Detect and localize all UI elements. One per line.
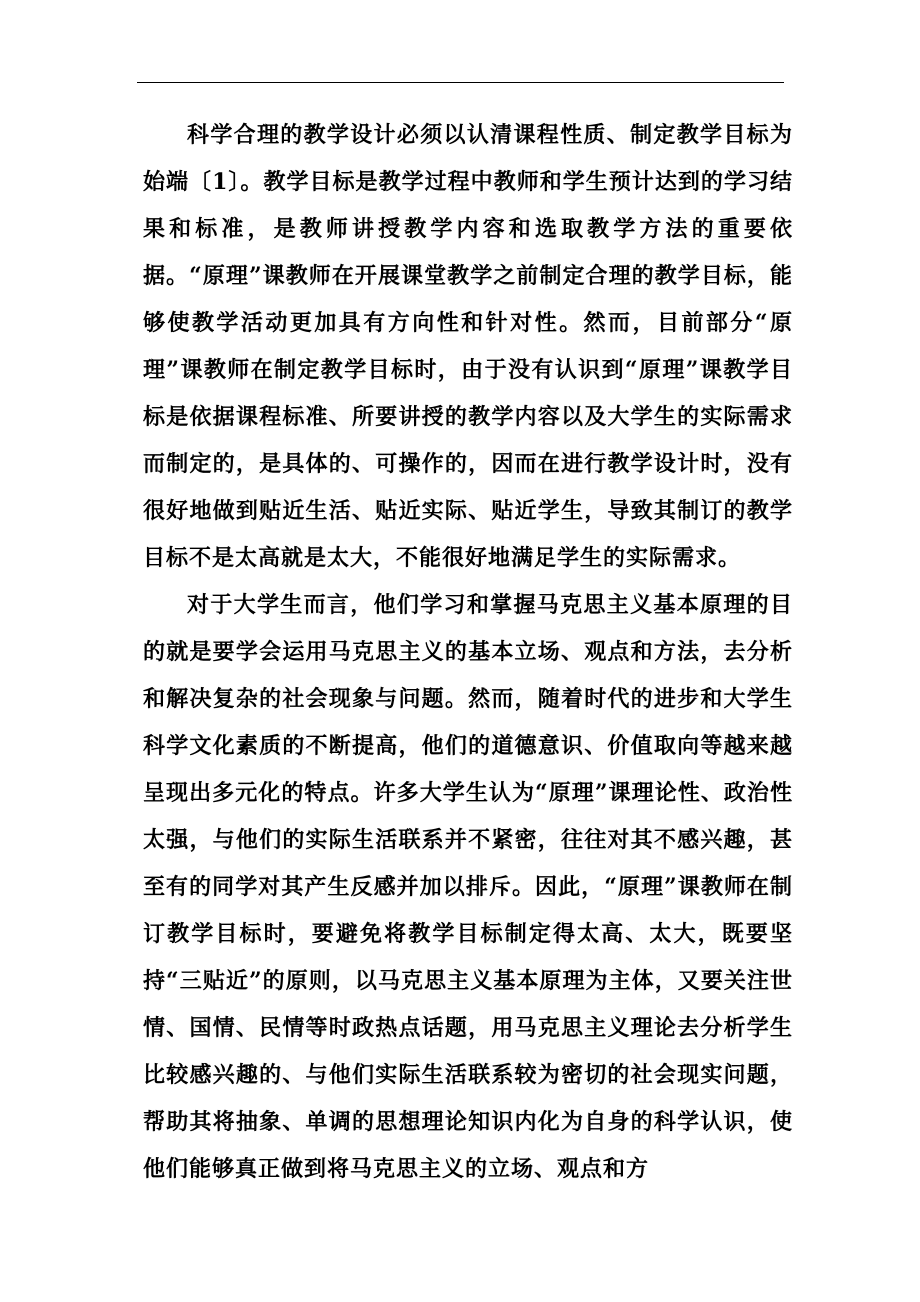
paragraph-1: 科学合理的教学设计必须以认清课程性质、制定教学目标为始端〔1〕。教学目标是教学过程中教师和学生预计达到的学习结果和标准，是教师讲授教学内容和选取教学方法的重要依据。“原理”课教师在开展课堂教学之前制定合理的教学目标，能够使教学活动更加具有方向性和针对性。然而，目前部分“原理”课教师在制定教学目标时，由于没有认识到“原理”课教学目标是依据课程标准、所要讲授的教学内容以及大学生的实际需求而制定的，是具体的、可操作的，因而在进行教学设计时，没有很好地做到贴近生活、贴近实际、贴近学生，导致其制订的教学目标不是太高就是太大，不能很好地满足学生的实际需求。 [143, 122, 794, 571]
paragraph-2: 对于大学生而言，他们学习和掌握马克思主义基本原理的目的就是要学会运用马克思主义的基本立场、观点和方法，去分析和解决复杂的社会现象与问题。然而，随着时代的进步和大学生科学文化素质的不断提高，他们的道德意识、价值取向等越来越呈现出多元化的特点。许多大学生认为“原理”课理论性、政治性太强，与他们的实际生活联系并不紧密，往往对其不感兴趣，甚至有的同学对其产生反感并加以排斥。因此，“原理”课教师在制订教学目标时，要避免将教学目标制定得太高、太大，既要坚持“三贴近”的原则，以马克思主义基本原理为主体，又要关注世情、国情、民情等时政热点话题，用马克思主义理论去分析学生比较感兴趣的、与他们实际生活联系较为密切的社会现实问题，帮助其将抽象、单调的思想理论知识内化为自身的科学认识，使他们能够真正做到将马克思主义的立场、观点和方 [143, 592, 793, 1182]
body-text [143, 112, 793, 1193]
header-rule [137, 82, 784, 83]
